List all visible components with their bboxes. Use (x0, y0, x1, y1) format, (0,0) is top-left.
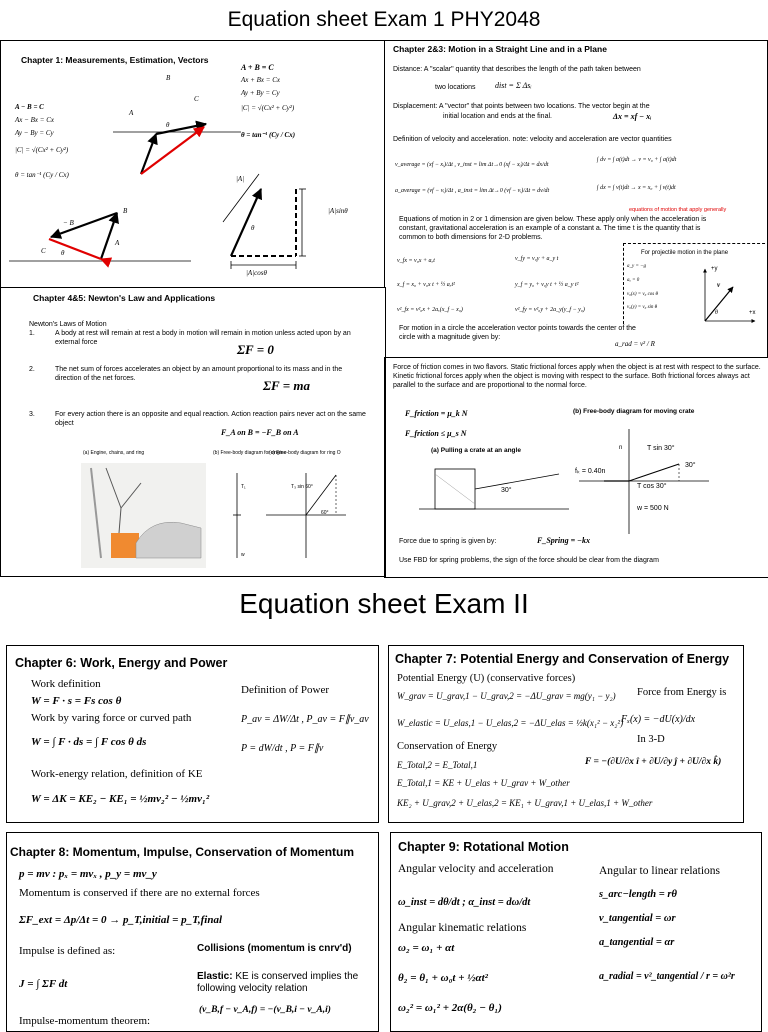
ch9-w2: ω₂ = ω₁ + αt (398, 942, 455, 954)
ch23-a-rad: a_rad = v² / R (615, 340, 655, 348)
fig-b-caption: (b) Free-body diagram for engine (213, 450, 287, 456)
ch45-law1: A body at rest will remain at rest a body in motion will remain in motion unless acted upon by an external force (55, 330, 351, 346)
label-negB: − B (63, 219, 74, 227)
ch45-law1-eq: ΣF = 0 (237, 342, 274, 357)
crate-figure (389, 419, 759, 539)
ch1-box (0, 40, 386, 288)
ch1-sub-mag: |C| = √(Cx² + Cy²) (15, 146, 69, 154)
ch7-e-total1: E_Total,1 = KE + U_elas + U_grav + W_other (397, 778, 570, 788)
ch7-w-elastic: W_elastic = U_elas,1 − U_elas,2 = −ΔU_elas = ½k(x₁² − x₂²) (397, 718, 624, 728)
proj-theta: θ (715, 310, 718, 316)
ch6-we-eq: W = ΔK = KE₂ − KE₁ = ½mv₂² − ½mv₁² (31, 793, 210, 805)
engine-ring-figure (81, 463, 386, 573)
ch23-proj-title: For projectile motion in the plane (641, 250, 729, 256)
fbd-text: Use FBD for spring problems, the sign of the force should be clear from the diagram (399, 557, 659, 564)
ch23-vy2: v²_fy = v²₀y + 2a_y(y_f − y₀) (515, 307, 585, 313)
ch8-box (6, 832, 379, 1032)
ch23-vx2: v²_fx = v²₀x + 2aₓ(x_f − x₀) (397, 307, 463, 313)
crate-tsin: T sin 30° (647, 445, 675, 452)
ch8-elastic-text: KE is conserved implies the following velocity relation (197, 971, 359, 994)
ch1-sub-eq: A − B = C (15, 103, 44, 111)
ch8-sum-f: ΣF_ext = Δp/Δt = 0 → p_T,initial = p_T,final (19, 914, 223, 926)
fig-angle60: 60° (321, 510, 329, 516)
ch23-distance2: two locations (435, 84, 476, 91)
ch45-law3: For every action there is an opposite and equal reaction. Action reaction pairs never act on the same object (55, 411, 366, 427)
ch45-box (0, 287, 386, 577)
ch9-box (390, 832, 762, 1032)
ch7-pe-title: Potential Energy (U) (conservative forces) (397, 673, 576, 684)
ch23-vy: v_fy = v₀y + a_y t (515, 256, 559, 262)
ch7-heading: Chapter 7: Potential Energy and Conservation of Energy (395, 652, 730, 666)
ch8-elastic (197, 971, 377, 995)
ch23-eom-text: Equations of motion in 2 or 1 dimension are given below. These apply only when the acceleration is constant, gravitational acceleration is an example of a constant a. The time t is the quantity that is common to both dimensions for 2-D problems. (399, 216, 707, 241)
crate-tcos: T cos 30° (637, 483, 667, 490)
friction-section (384, 357, 768, 578)
label-theta3: θ (251, 224, 255, 232)
ch9-v-tan: v_tangential = ωr (599, 913, 676, 924)
ch45-law3-num: 3. (29, 411, 35, 418)
friction-kinetic: F_friction = μ_k N (405, 409, 468, 418)
ch23-a-avg: a_average = (vf − vᵢ)/Δt , a_inst = lim Δt→0 (vf − vᵢ)/Δt = dv/dt (395, 188, 550, 194)
ch23-disp-eq: Δx = xf − xᵢ (613, 112, 652, 121)
sheet1-title: Equation sheet Exam 1 PHY2048 (227, 8, 541, 31)
ch23-dist-eq: dist = Σ Δsᵢ (495, 81, 532, 90)
ch6-power-def: Definition of Power (241, 684, 329, 696)
ch6-we-rel: Work-energy relation, definition of KE (31, 768, 203, 780)
ch8-collisions: Collisions (momentum is cnrv'd) (197, 943, 352, 954)
ch1-add-eq: A + B = C (241, 63, 274, 72)
ch1-vector-sum-diagram (1, 41, 386, 288)
ch6-p-inst: P = dW/dt , P = F∥v (241, 743, 324, 754)
label-A2: A (115, 239, 120, 247)
proj-plus-x: +x (749, 310, 756, 316)
fig-a-caption: (a) Engine, chains, and ring (83, 450, 145, 456)
ch6-p-av: P_av = ΔW/Δt , P_av = F∥v_av (241, 714, 369, 725)
ch23-v-avg: v_average = (xf − xᵢ)/Δt , v_inst = lim Δt→0 (xf − xᵢ)/Δt = dx/dt (395, 162, 549, 168)
ch8-cons: Momentum is conserved if there are no external forces (19, 887, 260, 899)
ch23-displacement: Displacement: A "vector" that points between two locations. The vector begin at the (393, 103, 650, 110)
crate-angle: 30° (501, 487, 512, 494)
fig-t3sin: T₃ sin 60° (291, 484, 313, 490)
label-A: A (129, 109, 134, 117)
ch8-elastic-label: Elastic: (197, 971, 233, 982)
crate-w: w = 500 N (637, 505, 669, 512)
label-A-cos: |A|cosθ (246, 269, 267, 277)
ch6-box (6, 645, 379, 823)
ch23-def-va: Definition of velocity and acceleration. note: velocity and acceleration are vector quantities (393, 136, 672, 143)
label-C: C (194, 95, 199, 103)
label-B: B (166, 74, 171, 82)
ch7-w-grav: W_grav = U_grav,1 − U_grav,2 = −ΔU_grav = mg(y₁ − y₂) (397, 691, 616, 701)
label-theta: θ (166, 121, 170, 129)
ch8-imp-mom: Impulse-momentum theorem: (19, 1015, 151, 1027)
spring-text: Force due to spring is given by: (399, 538, 497, 545)
ch9-ang-lin: Angular to linear relations (599, 865, 721, 877)
ch7-in-3d: In 3-D (637, 734, 665, 745)
ch1-sub-x: Ax − Bx = Cx (15, 116, 54, 124)
ch23-box (384, 40, 768, 358)
ch23-general-note: equations of motion that apply generally (629, 207, 727, 213)
friction-static: F_friction ≤ μ_s N (405, 429, 467, 438)
ch23-displacement2: initial location and ends at the final. (443, 113, 552, 120)
ch9-omega-eq: ω_inst = dθ/dt ; α_inst = dω/dt (398, 897, 531, 908)
ch9-a-tan: a_tangential = αr (599, 937, 675, 948)
ch1-mag: |C| = √(Cx² + Cy²) (241, 104, 295, 112)
ch8-impulse-def: Impulse is defined as: (19, 945, 116, 957)
ch45-law2: The net sum of forces accelerates an object by an amount proportional to its mass and in the direction of the net forces. (55, 366, 343, 382)
ch6-work-eq: W = F · s = Fs cos θ (31, 695, 122, 707)
ch1-add-x: Ax + Bx = Cx (241, 76, 280, 84)
crate-angle2: 30° (685, 462, 696, 469)
ch23-proj-ax: aₓ = 0 (627, 278, 640, 283)
ch9-a-rad: a_radial = v²_tangential / r = ω²r (599, 971, 735, 982)
projectile-axes (685, 263, 765, 333)
ch23-int-v: ∫ dv = ∫ a(t)dt → v = v₀ + ∫ a(t)dt (597, 157, 677, 163)
ch9-th2: θ₂ = θ₁ + ω₀t + ½αt² (398, 972, 488, 984)
ch1-sub-y: Ay − By = Cy (15, 129, 54, 137)
label-theta2: θ (61, 249, 65, 257)
ch7-force-from-e: Force from Energy is (637, 687, 727, 698)
ch1-add-y: Ay + By = Cy (241, 89, 280, 97)
ch1-heading: Chapter 1: Measurements, Estimation, Vectors (21, 55, 209, 65)
ch7-coe: Conservation of Energy (397, 741, 498, 752)
fig-w: w (241, 552, 245, 558)
ch9-ang-kin: Angular kinematic relations (398, 922, 527, 934)
proj-plus-y: +y (711, 266, 718, 272)
label-B2: B (123, 207, 128, 215)
ch45-law3-eq: F_A on B = −F_B on A (221, 428, 299, 437)
ch7-box (388, 645, 744, 823)
ch23-heading: Chapter 2&3: Motion in a Straight Line and in a Plane (393, 44, 607, 54)
ch45-heading: Chapter 4&5: Newton's Law and Applications (33, 293, 216, 303)
crate-n: n (619, 445, 623, 451)
crate-a-caption: (a) Pulling a crate at an angle (431, 447, 521, 454)
crate-fk: fₖ = 0.40n (575, 468, 606, 475)
ch23-circle-text: For motion in a circle the acceleration vector points towards the center of the circle with a magnitude given by: (399, 325, 636, 341)
sheet2-title: Equation sheet Exam II (239, 588, 529, 619)
spring-eq: F_Spring = −kx (537, 536, 590, 545)
fig-t1: T₁ (241, 484, 246, 490)
ch7-fx-eq: Fₓ(x) = −dU(x)/dx (621, 714, 696, 725)
ch45-law2-num: 2. (29, 366, 35, 373)
ch7-e-total: E_Total,2 = E_Total,1 (397, 760, 478, 770)
ch9-ang-va: Angular velocity and acceleration (398, 863, 554, 875)
ch23-x-eq: x_f = x₀ + v₀x t + ½ aₓt² (397, 282, 455, 288)
ch7-f-3d: F = −(∂U/∂x î + ∂U/∂y ĵ + ∂U/∂x k̂) (585, 757, 722, 767)
ch23-distance: Distance: A "scalar" quantity that describes the length of the path taken between (393, 66, 641, 73)
ch23-int-x: ∫ dx = ∫ v(t)dt → x = x₀ + ∫ v(t)dt (597, 185, 676, 191)
label-A-sin: |A|sinθ (328, 207, 348, 215)
friction-text: Force of friction comes in two flavors. Static frictional forces apply when the object is at rest with respect to the surface. Kinetic frictional forces apply when the object is moving with respect to the surface. Both frictional forces always act parallel to the surface and are proportional to the normal force. (393, 364, 761, 389)
ch9-s-arc: s_arc−length = rθ (599, 889, 677, 900)
ch9-heading: Chapter 9: Rotational Motion (398, 840, 569, 854)
ch8-p-def: p = mv : pₓ = mvₓ , p_y = mv_y (19, 868, 157, 880)
crate-b-caption: (b) Free-body diagram for moving crate (573, 408, 695, 415)
ch8-elastic-eq: (v_B,f − v_A,f) = −(v_B,i − v_A,i) (199, 1005, 331, 1015)
label-mag-A: |A| (236, 175, 245, 183)
ch6-work-def: Work definition (31, 678, 101, 690)
ch8-impulse-eq: J = ∫ ΣF dt (19, 978, 68, 990)
ch45-law2-eq: ΣF = ma (263, 378, 311, 393)
ch45-laws-title: Newton's Laws of Motion (29, 321, 107, 328)
ch1-sub-angle: θ = tan⁻¹ (Cy / Cx) (15, 171, 69, 179)
ch23-y-eq: y_f = y₀ + v₀y t + ½ a_y t² (515, 282, 579, 288)
ch9-w2sq: ω₂² = ω₁² + 2α(θ₂ − θ₁) (398, 1002, 502, 1014)
ch23-vx: v_fx = v₀x + aₓt (397, 258, 435, 264)
fig-c-caption: (c) Free-body diagram for ring O (269, 450, 341, 456)
proj-v: v (717, 281, 721, 289)
label-C2: C (41, 247, 46, 255)
ch7-e-full: KE₂ + U_grav,2 + U_elas,2 = KE₁ + U_grav,1 + U_elas,1 + W_other (397, 798, 653, 808)
ch23-proj-v0y: v₀(y) = v₀ sin θ (627, 305, 658, 310)
ch23-proj-ay: a_y = −g (627, 264, 646, 269)
ch23-proj-v0x: v₀(x) = v₀ cos θ (627, 292, 658, 297)
ch6-work-int: W = ∫ F · ds = ∫ F cos θ ds (31, 736, 147, 748)
ch8-heading: Chapter 8: Momentum, Impulse, Conservation of Momentum (10, 845, 355, 859)
ch6-heading: Chapter 6: Work, Energy and Power (15, 656, 228, 670)
ch1-angle: θ = tan⁻¹ (Cy / Cx) (241, 131, 296, 139)
ch45-law1-num: 1. (29, 330, 35, 337)
ch6-work-var: Work by varing force or curved path (31, 712, 192, 724)
